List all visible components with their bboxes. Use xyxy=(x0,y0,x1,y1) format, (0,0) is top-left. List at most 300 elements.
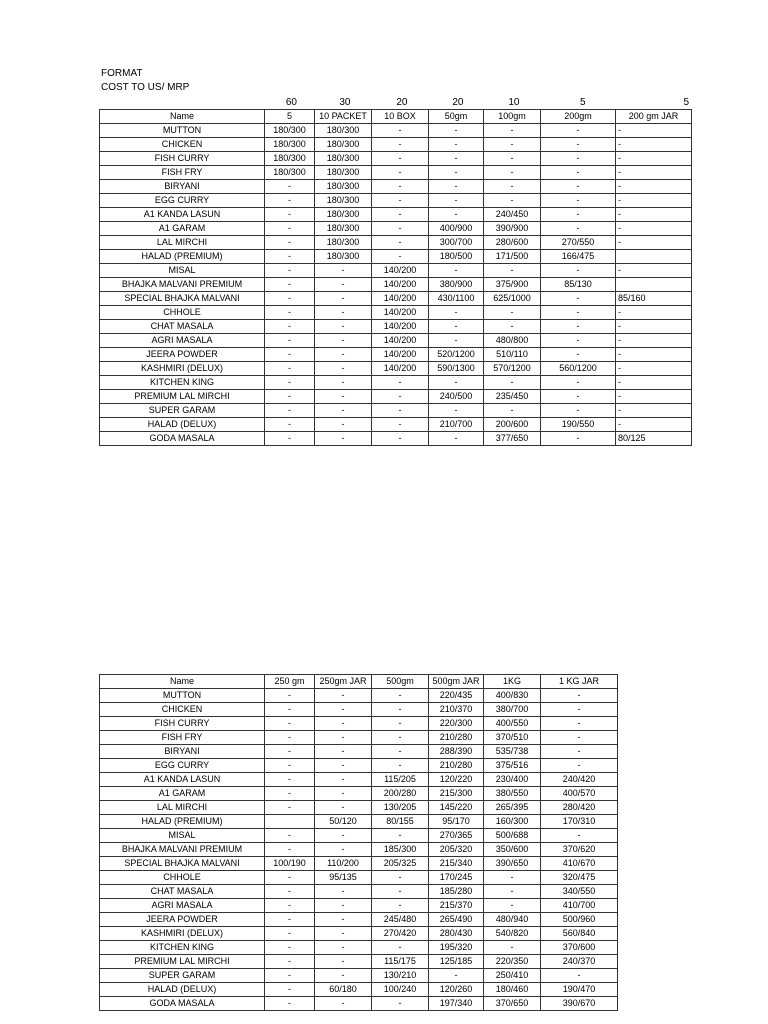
price-cell: 370/650 xyxy=(484,997,541,1011)
price-cell: 95/170 xyxy=(429,815,484,829)
price-cell: - xyxy=(265,404,315,418)
price-cell: 480/800 xyxy=(484,334,541,348)
product-name: MISAL xyxy=(100,829,265,843)
product-name: FISH FRY xyxy=(100,166,265,180)
price-cell: 340/550 xyxy=(541,885,618,899)
price-cell: - xyxy=(616,124,692,138)
table-row xyxy=(100,703,618,717)
quantity-cell: 20 xyxy=(452,97,464,108)
price-cell: - xyxy=(484,404,541,418)
price-cell: - xyxy=(315,376,372,390)
product-name: A1 GARAM xyxy=(100,787,265,801)
price-cell: - xyxy=(315,689,372,703)
price-cell: - xyxy=(265,955,315,969)
price-cell: - xyxy=(616,362,692,376)
product-name: KASHMIRI (DELUX) xyxy=(100,362,265,376)
table-row xyxy=(100,320,692,334)
price-cell: 370/600 xyxy=(541,941,618,955)
column-header: 10 PACKET xyxy=(315,110,372,124)
price-cell: 590/1300 xyxy=(429,362,484,376)
table-row xyxy=(100,404,692,418)
format-label: FORMAT xyxy=(101,68,143,79)
price-cell: - xyxy=(616,180,692,194)
product-name: AGRI MASALA xyxy=(100,899,265,913)
price-cell: 140/200 xyxy=(372,362,429,376)
quantity-cell: 30 xyxy=(339,97,351,108)
price-cell: - xyxy=(372,180,429,194)
price-cell: - xyxy=(484,194,541,208)
price-cell: 180/460 xyxy=(484,983,541,997)
price-cell: - xyxy=(265,913,315,927)
column-header: 250 gm xyxy=(265,675,315,689)
price-cell: - xyxy=(541,222,616,236)
price-cell: 400/550 xyxy=(484,717,541,731)
quantity-cell: 5 xyxy=(579,97,586,108)
product-name: SPECIAL BHAJKA MALVANI xyxy=(100,857,265,871)
product-name: JEERA POWDER xyxy=(100,348,265,362)
price-cell: - xyxy=(429,264,484,278)
price-cell: 100/190 xyxy=(265,857,315,871)
table-row xyxy=(100,745,618,759)
price-cell: - xyxy=(372,997,429,1011)
price-cell: - xyxy=(372,152,429,166)
price-cell: 180/300 xyxy=(315,138,372,152)
price-cell: - xyxy=(315,787,372,801)
price-cell: 185/300 xyxy=(372,843,429,857)
price-cell: - xyxy=(372,404,429,418)
price-cell: 140/200 xyxy=(372,264,429,278)
price-cell: - xyxy=(315,927,372,941)
price-cell: - xyxy=(541,138,616,152)
column-header: 50gm xyxy=(429,110,484,124)
price-cell: 180/300 xyxy=(315,222,372,236)
price-cell: 500/960 xyxy=(541,913,618,927)
table-row xyxy=(100,278,692,292)
price-cell: 430/1100 xyxy=(429,292,484,306)
price-cell: 100/240 xyxy=(372,983,429,997)
table-row xyxy=(100,264,692,278)
price-cell: - xyxy=(484,124,541,138)
table-row xyxy=(100,362,692,376)
price-cell: 60/180 xyxy=(315,983,372,997)
price-cell: - xyxy=(616,418,692,432)
price-cell: 170/310 xyxy=(541,815,618,829)
price-cell: 350/600 xyxy=(484,843,541,857)
price-cell: - xyxy=(265,348,315,362)
price-cell: 560/840 xyxy=(541,927,618,941)
price-cell: 510/110 xyxy=(484,348,541,362)
quantity-cell: 5 xyxy=(683,97,689,108)
price-cell: 180/300 xyxy=(315,180,372,194)
price-cell: 270/420 xyxy=(372,927,429,941)
price-cell: - xyxy=(616,194,692,208)
price-cell: 140/200 xyxy=(372,334,429,348)
column-header: 200gm xyxy=(541,110,616,124)
price-cell: 400/570 xyxy=(541,787,618,801)
price-cell: - xyxy=(616,138,692,152)
price-cell: 540/820 xyxy=(484,927,541,941)
price-cell: - xyxy=(265,787,315,801)
table-row xyxy=(100,815,618,829)
table-row xyxy=(100,124,692,138)
price-cell: 570/1200 xyxy=(484,362,541,376)
product-name: SUPER GARAM xyxy=(100,969,265,983)
column-header: 500gm xyxy=(372,675,429,689)
table-row xyxy=(100,348,692,362)
column-header: 200 gm JAR xyxy=(616,110,692,124)
table-row xyxy=(100,717,618,731)
price-cell: - xyxy=(372,376,429,390)
price-cell: - xyxy=(484,166,541,180)
price-cell: - xyxy=(429,404,484,418)
product-name: BIRYANI xyxy=(100,180,265,194)
price-cell: - xyxy=(265,801,315,815)
header-row xyxy=(100,110,692,124)
price-cell: 370/620 xyxy=(541,843,618,857)
price-cell: - xyxy=(315,885,372,899)
price-cell: - xyxy=(541,292,616,306)
price-cell: 200/600 xyxy=(484,418,541,432)
price-cell: - xyxy=(429,320,484,334)
product-name: HALAD (PREMIUM) xyxy=(100,250,265,264)
cost-mrp-label: COST TO US/ MRP xyxy=(101,82,190,93)
quantity-cell: 10 xyxy=(508,97,520,108)
price-cell: - xyxy=(315,773,372,787)
table-row xyxy=(100,376,692,390)
price-cell: - xyxy=(315,745,372,759)
product-name: KITCHEN KING xyxy=(100,941,265,955)
price-cell: - xyxy=(372,717,429,731)
product-name: GODA MASALA xyxy=(100,432,265,446)
price-cell: - xyxy=(265,180,315,194)
product-name: LAL MIRCHI xyxy=(100,236,265,250)
price-cell: 85/130 xyxy=(541,278,616,292)
price-cell: 185/280 xyxy=(429,885,484,899)
table-row xyxy=(100,955,618,969)
price-cell: - xyxy=(616,208,692,222)
table-row xyxy=(100,689,618,703)
quantity-cell: 20 xyxy=(396,97,408,108)
price-cell: - xyxy=(484,264,541,278)
column-header: 5 xyxy=(265,110,315,124)
price-cell: 180/300 xyxy=(315,250,372,264)
price-cell: 110/200 xyxy=(315,857,372,871)
price-cell: 235/450 xyxy=(484,390,541,404)
price-cell: - xyxy=(315,717,372,731)
column-header: 10 BOX xyxy=(372,110,429,124)
price-cell: - xyxy=(265,969,315,983)
price-cell: - xyxy=(315,278,372,292)
table-row xyxy=(100,913,618,927)
column-header: 100gm xyxy=(484,110,541,124)
price-cell: 140/200 xyxy=(372,306,429,320)
price-cell: - xyxy=(265,759,315,773)
price-cell: 400/830 xyxy=(484,689,541,703)
price-cell: - xyxy=(484,152,541,166)
price-cell: - xyxy=(616,166,692,180)
price-cell: - xyxy=(372,745,429,759)
table-row xyxy=(100,899,618,913)
product-name: CHICKEN xyxy=(100,703,265,717)
price-cell: 180/300 xyxy=(265,152,315,166)
price-cell: - xyxy=(265,941,315,955)
price-cell: - xyxy=(265,306,315,320)
price-cell: 390/900 xyxy=(484,222,541,236)
price-cell: - xyxy=(265,222,315,236)
price-cell: 375/516 xyxy=(484,759,541,773)
price-cell: - xyxy=(265,871,315,885)
price-cell: 140/200 xyxy=(372,348,429,362)
column-header: 250gm JAR xyxy=(315,675,372,689)
price-cell: 280/600 xyxy=(484,236,541,250)
price-cell: - xyxy=(265,997,315,1011)
price-cell: - xyxy=(315,348,372,362)
price-cell: 270/550 xyxy=(541,236,616,250)
price-cell: 270/365 xyxy=(429,829,484,843)
table-row xyxy=(100,759,618,773)
price-cell: - xyxy=(265,983,315,997)
price-cell: 520/1200 xyxy=(429,348,484,362)
price-cell: - xyxy=(315,941,372,955)
product-name: EGG CURRY xyxy=(100,759,265,773)
table-row xyxy=(100,787,618,801)
price-cell: - xyxy=(315,969,372,983)
table-row xyxy=(100,983,618,997)
product-name: BIRYANI xyxy=(100,745,265,759)
price-cell: - xyxy=(541,334,616,348)
product-name: GODA MASALA xyxy=(100,997,265,1011)
price-cell: - xyxy=(265,194,315,208)
price-cell: - xyxy=(616,404,692,418)
column-header: 1 KG JAR xyxy=(541,675,618,689)
price-cell: 160/300 xyxy=(484,815,541,829)
price-cell: - xyxy=(484,138,541,152)
table-row xyxy=(100,801,618,815)
price-cell: 240/500 xyxy=(429,390,484,404)
price-cell: - xyxy=(541,306,616,320)
price-cell: - xyxy=(372,236,429,250)
table-row xyxy=(100,857,618,871)
price-cell: 370/510 xyxy=(484,731,541,745)
price-cell: - xyxy=(541,194,616,208)
price-cell: - xyxy=(429,334,484,348)
price-cell: 125/185 xyxy=(429,955,484,969)
price-table-large-packs xyxy=(99,674,618,1011)
price-cell: - xyxy=(541,152,616,166)
price-cell: - xyxy=(541,731,618,745)
price-cell: - xyxy=(484,320,541,334)
quantity-row xyxy=(99,96,691,109)
price-cell: - xyxy=(616,222,692,236)
product-name: HALAD (PREMIUM) xyxy=(100,815,265,829)
table-row xyxy=(100,871,618,885)
price-cell: 120/260 xyxy=(429,983,484,997)
price-cell: 145/220 xyxy=(429,801,484,815)
price-cell: - xyxy=(265,264,315,278)
product-name: CHAT MASALA xyxy=(100,320,265,334)
price-cell: 215/370 xyxy=(429,899,484,913)
price-cell: 250/410 xyxy=(484,969,541,983)
price-cell: - xyxy=(429,194,484,208)
column-header: Name xyxy=(100,675,265,689)
product-name: JEERA POWDER xyxy=(100,913,265,927)
price-cell: - xyxy=(315,404,372,418)
price-cell: - xyxy=(541,166,616,180)
price-cell: - xyxy=(541,745,618,759)
price-cell: - xyxy=(429,166,484,180)
price-cell: - xyxy=(372,689,429,703)
price-cell: - xyxy=(372,124,429,138)
price-cell: 215/300 xyxy=(429,787,484,801)
table-row xyxy=(100,292,692,306)
price-cell: 400/900 xyxy=(429,222,484,236)
price-cell: - xyxy=(265,376,315,390)
price-cell: - xyxy=(265,745,315,759)
product-name: FISH CURRY xyxy=(100,152,265,166)
price-cell: 280/420 xyxy=(541,801,618,815)
price-cell: - xyxy=(484,180,541,194)
price-cell: - xyxy=(265,418,315,432)
price-cell: 85/160 xyxy=(616,292,692,306)
price-cell: 130/205 xyxy=(372,801,429,815)
price-cell: - xyxy=(616,306,692,320)
product-name: CHHOLE xyxy=(100,871,265,885)
price-cell: 180/300 xyxy=(315,208,372,222)
product-name: BHAJKA MALVANI PREMIUM xyxy=(100,843,265,857)
price-cell: 625/1000 xyxy=(484,292,541,306)
price-cell: 220/435 xyxy=(429,689,484,703)
price-cell: 180/300 xyxy=(315,124,372,138)
table-row xyxy=(100,166,692,180)
price-cell: 115/175 xyxy=(372,955,429,969)
price-cell: 480/940 xyxy=(484,913,541,927)
price-cell: 240/450 xyxy=(484,208,541,222)
price-cell: - xyxy=(429,306,484,320)
table-row xyxy=(100,180,692,194)
price-cell: - xyxy=(315,264,372,278)
price-cell: - xyxy=(265,334,315,348)
price-cell: - xyxy=(372,390,429,404)
price-cell: - xyxy=(372,138,429,152)
price-cell: - xyxy=(265,773,315,787)
price-cell: 140/200 xyxy=(372,320,429,334)
price-cell: - xyxy=(616,390,692,404)
table-row xyxy=(100,390,692,404)
price-cell: - xyxy=(372,222,429,236)
price-cell: - xyxy=(429,152,484,166)
price-cell: 115/205 xyxy=(372,773,429,787)
table-row xyxy=(100,334,692,348)
price-cell: - xyxy=(541,432,616,446)
column-header: Name xyxy=(100,110,265,124)
price-cell xyxy=(616,278,692,292)
price-cell: - xyxy=(372,899,429,913)
product-name: CHICKEN xyxy=(100,138,265,152)
price-cell: 230/400 xyxy=(484,773,541,787)
price-cell: - xyxy=(616,152,692,166)
price-cell: 380/900 xyxy=(429,278,484,292)
price-cell: - xyxy=(265,717,315,731)
price-cell: 280/430 xyxy=(429,927,484,941)
price-cell: - xyxy=(484,885,541,899)
table-row xyxy=(100,843,618,857)
price-cell: - xyxy=(372,829,429,843)
table-row xyxy=(100,432,692,446)
price-cell: - xyxy=(372,208,429,222)
table-row xyxy=(100,885,618,899)
table-row xyxy=(100,138,692,152)
price-cell: - xyxy=(372,941,429,955)
price-cell: - xyxy=(315,432,372,446)
product-name: EGG CURRY xyxy=(100,194,265,208)
price-cell: 320/475 xyxy=(541,871,618,885)
price-cell: 195/320 xyxy=(429,941,484,955)
price-cell: - xyxy=(429,432,484,446)
price-cell: 166/475 xyxy=(541,250,616,264)
price-cell: - xyxy=(265,320,315,334)
price-cell: 220/350 xyxy=(484,955,541,969)
price-cell: - xyxy=(265,703,315,717)
product-name: FISH FRY xyxy=(100,731,265,745)
price-cell: 210/370 xyxy=(429,703,484,717)
table-row xyxy=(100,306,692,320)
price-cell: - xyxy=(315,418,372,432)
price-cell: 215/340 xyxy=(429,857,484,871)
product-name: PREMIUM LAL MIRCHI xyxy=(100,390,265,404)
price-cell: - xyxy=(315,955,372,969)
price-cell: 300/700 xyxy=(429,236,484,250)
price-cell: - xyxy=(265,927,315,941)
price-cell: - xyxy=(541,320,616,334)
table-row xyxy=(100,997,618,1011)
price-cell: - xyxy=(541,264,616,278)
price-cell: 50/120 xyxy=(315,815,372,829)
price-cell: - xyxy=(315,292,372,306)
price-cell xyxy=(616,250,692,264)
price-cell: 180/300 xyxy=(265,138,315,152)
price-cell: - xyxy=(265,432,315,446)
product-name: MISAL xyxy=(100,264,265,278)
price-cell: - xyxy=(315,390,372,404)
price-cell: 180/300 xyxy=(315,152,372,166)
price-cell: 245/480 xyxy=(372,913,429,927)
product-name: A1 KANDA LASUN xyxy=(100,208,265,222)
price-cell: - xyxy=(265,362,315,376)
price-cell: - xyxy=(541,180,616,194)
product-name: HALAD (DELUX) xyxy=(100,983,265,997)
table-row xyxy=(100,152,692,166)
price-cell: 240/370 xyxy=(541,955,618,969)
product-name: SUPER GARAM xyxy=(100,404,265,418)
price-cell: - xyxy=(541,124,616,138)
price-cell: 210/700 xyxy=(429,418,484,432)
price-cell: 265/395 xyxy=(484,801,541,815)
price-cell: - xyxy=(541,376,616,390)
price-cell: - xyxy=(372,194,429,208)
header-row xyxy=(100,675,618,689)
table-row xyxy=(100,829,618,843)
price-cell: - xyxy=(372,250,429,264)
price-cell: 180/300 xyxy=(315,166,372,180)
table-row xyxy=(100,418,692,432)
price-cell: 210/280 xyxy=(429,731,484,745)
price-cell: 410/700 xyxy=(541,899,618,913)
price-cell: 180/300 xyxy=(315,236,372,250)
price-cell xyxy=(265,815,315,829)
price-cell: - xyxy=(429,376,484,390)
price-cell: - xyxy=(484,871,541,885)
table-row xyxy=(100,941,618,955)
